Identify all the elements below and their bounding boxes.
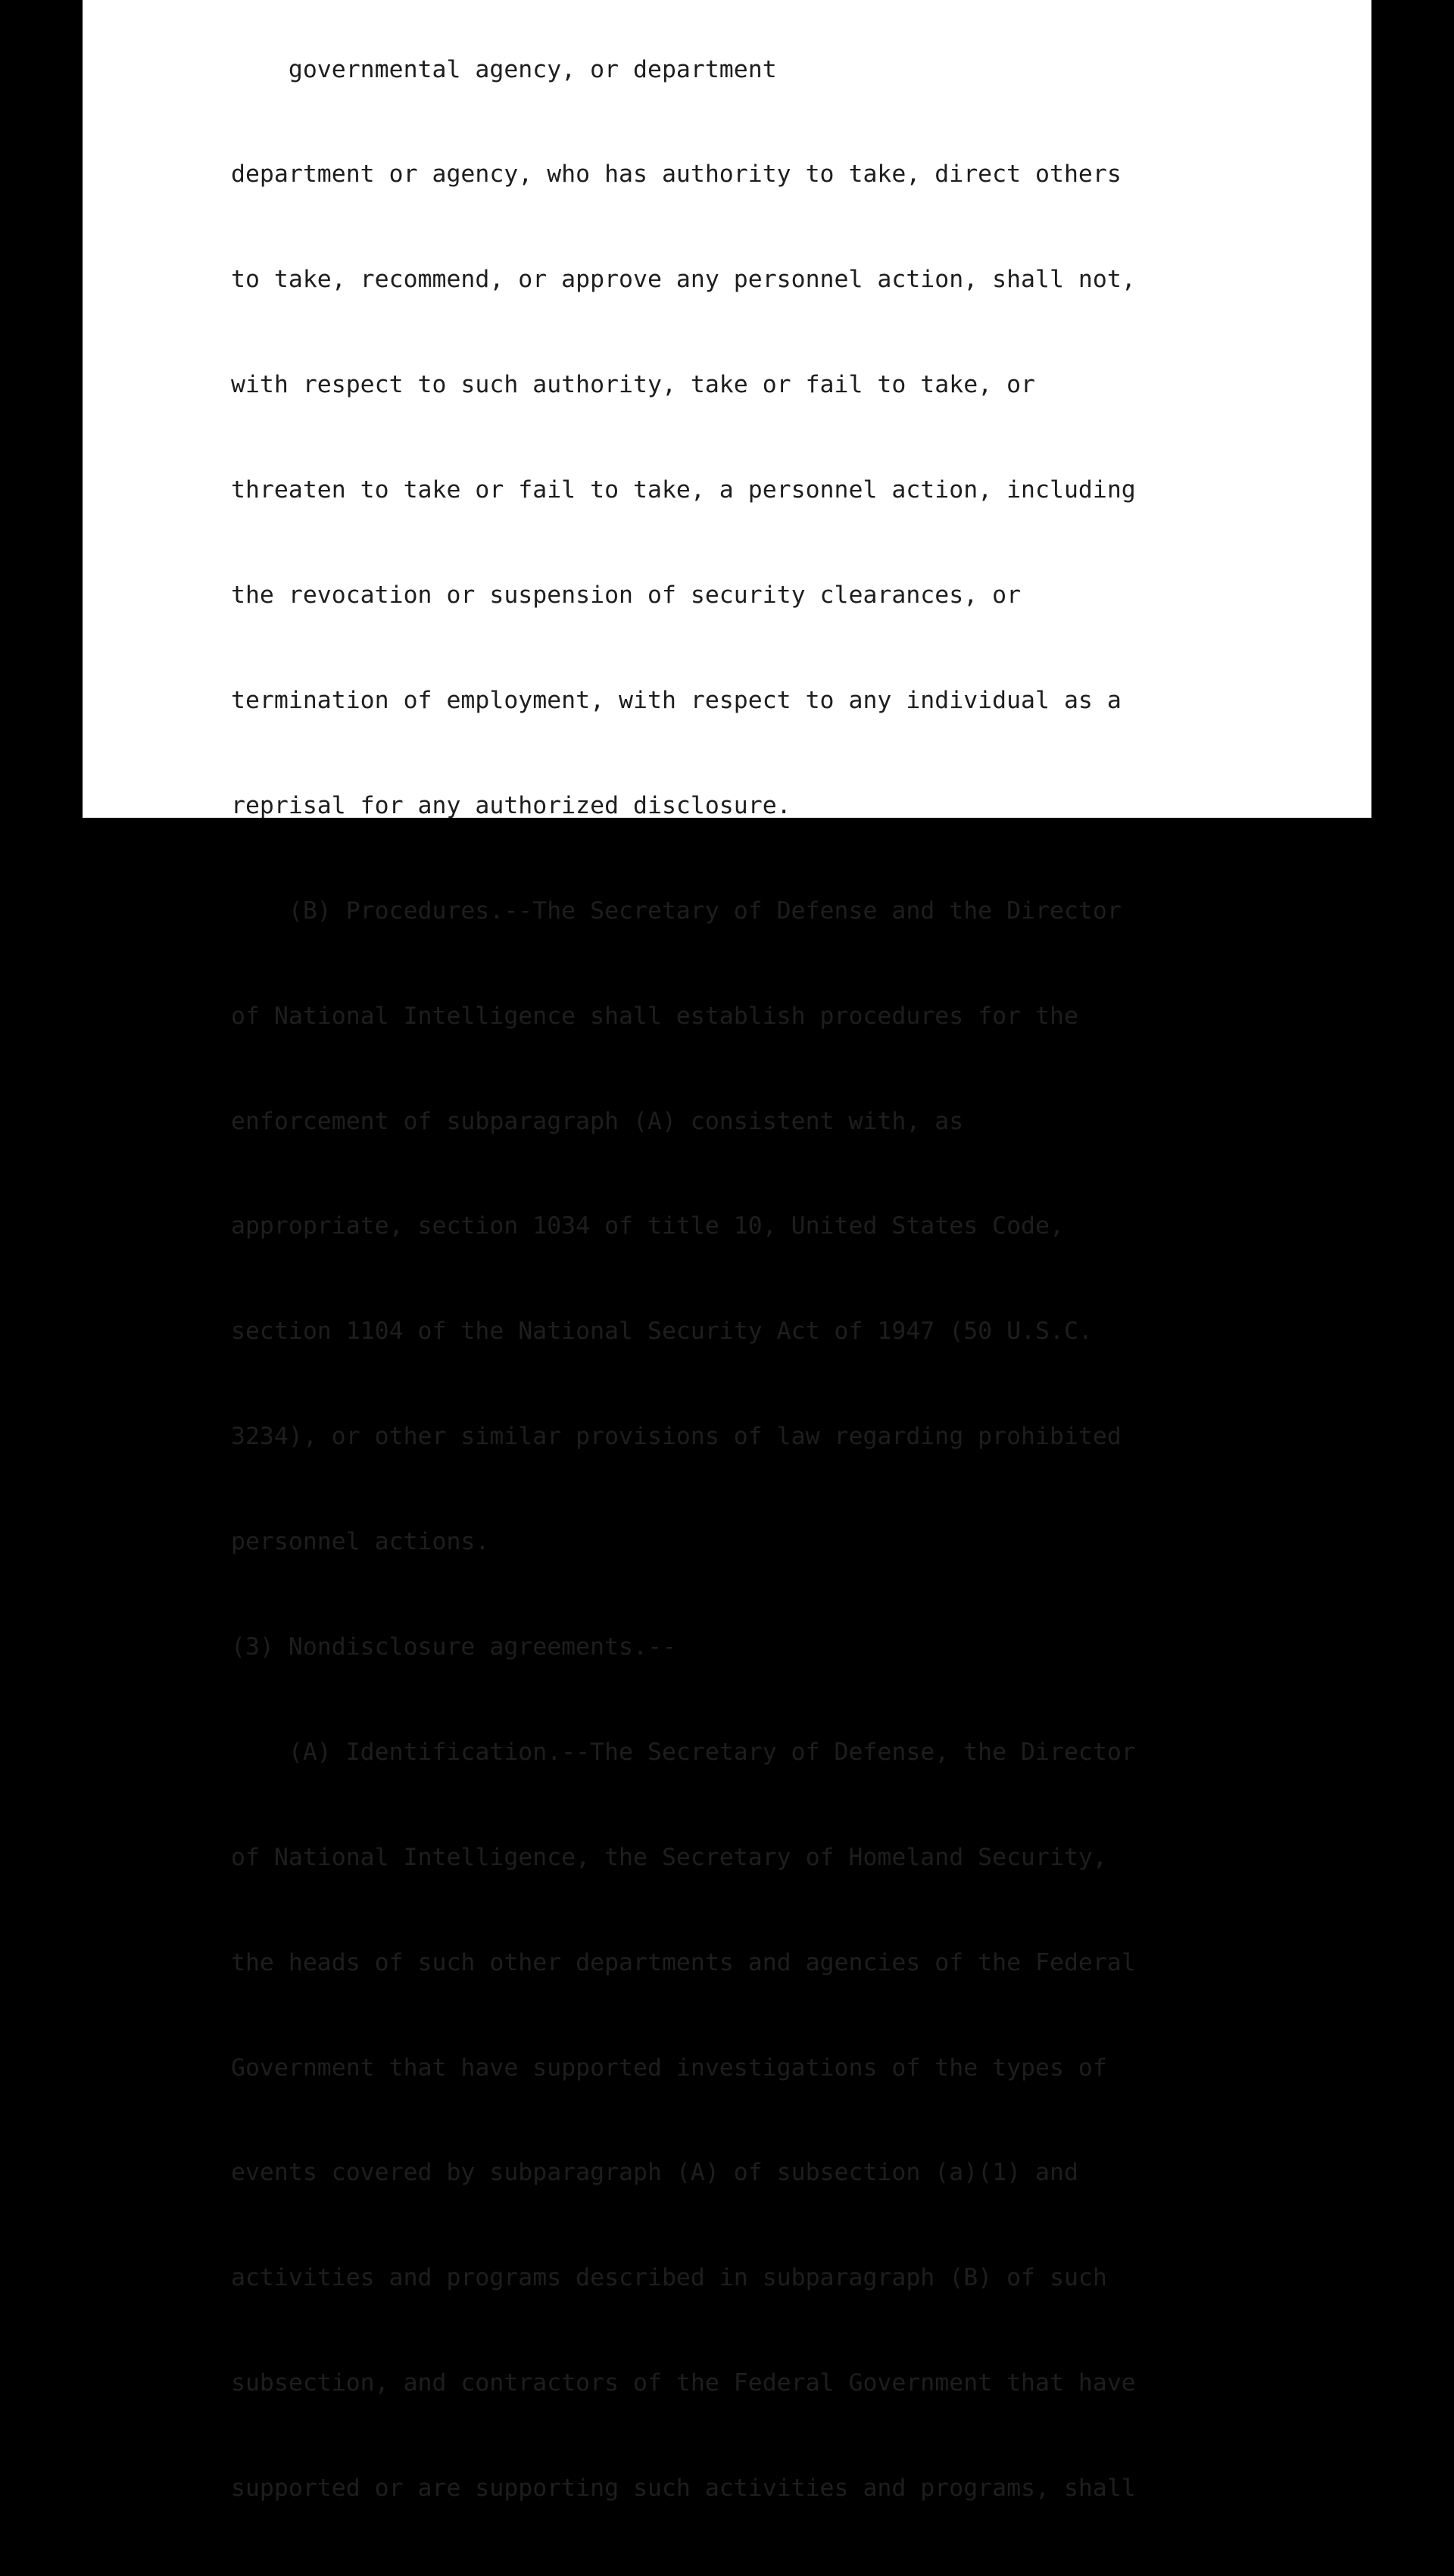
text-line: enforcement of subparagraph (A) consistent with, as (231, 1107, 964, 1135)
document-text (231, 0, 1136, 2576)
text-line: (3) Nondisclosure agreements.-- (231, 1633, 676, 1661)
text-line: events covered by subparagraph (A) of subsection (a)(1) and (231, 2159, 1078, 2187)
text-line: to take, recommend, or approve any personnel action, shall not, (231, 266, 1136, 294)
text-line: department or agency, who has authority to take, direct others (231, 161, 1122, 189)
document-page (83, 0, 1371, 2503)
text-line: of National Intelligence, the Secretary of Homeland Security, (231, 1843, 1107, 1871)
text-line: reprisal for any authorized disclosure. (231, 791, 791, 819)
text-line: governmental agency, or department (231, 55, 777, 83)
text-line: the heads of such other departments and agencies of the Federal (231, 1948, 1136, 1976)
text-line: the revocation or suspension of security clearances, or (231, 582, 1022, 610)
text-line: (A) Identification.--The Secretary of Defense, the Director (231, 1738, 1136, 1766)
text-line: threaten to take or fail to take, a personnel action, including (231, 476, 1136, 504)
text-line: appropriate, section 1034 of title 10, United States Code, (231, 1212, 1064, 1240)
text-line: with respect to such authority, take or fail to take, or (231, 371, 1036, 399)
text-line: activities and programs described in subparagraph (B) of such (231, 2264, 1107, 2292)
text-line: personnel actions. (231, 1528, 490, 1556)
text-line: section 1104 of the National Security Act of 1947 (50 U.S.C. (231, 1318, 1093, 1346)
text-line: supported or are supporting such activities and programs, shall (231, 2475, 1136, 2503)
text-line: subsection, and contractors of the Federal Government that have (231, 2369, 1136, 2397)
text-line: termination of employment, with respect to any individual as a (231, 686, 1122, 714)
text-line: Government that have supported investigations of the types of (231, 2054, 1107, 2082)
text-line: (B) Procedures.--The Secretary of Defense and the Director (231, 897, 1122, 925)
text-line: 3234), or other similar provisions of law regarding prohibited (231, 1423, 1122, 1451)
text-line: of National Intelligence shall establish procedures for the (231, 1002, 1078, 1030)
